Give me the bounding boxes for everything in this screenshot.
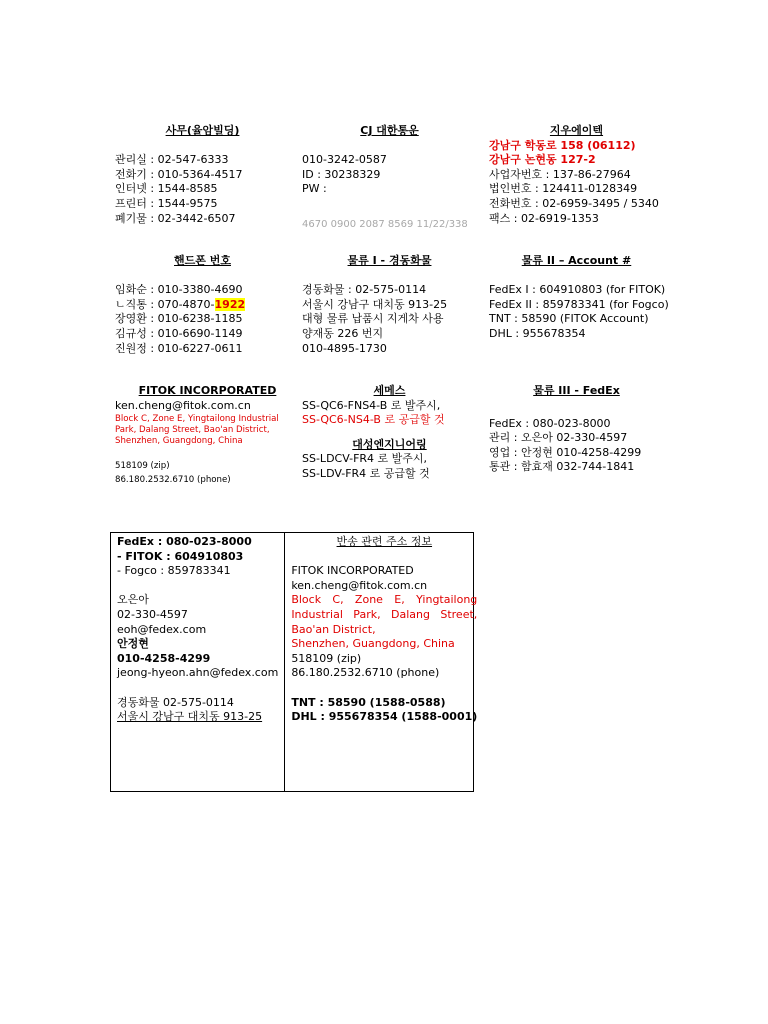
logistics2-line: DHL : 955678354 <box>489 326 586 340</box>
contact-table-right-cell <box>285 533 483 791</box>
box-phone2: 010-4258-4299 <box>117 651 211 665</box>
box-kd: 경동화물 02-575-0114 <box>117 695 234 709</box>
logistics1-section <box>302 254 477 356</box>
cj-line: ID : 30238329 <box>302 167 381 181</box>
logistics2-title: 물류 II – Account # <box>521 254 632 267</box>
office-line: 전화기 : 010-5364-4517 <box>115 167 243 181</box>
logistics2-line: FedEx I : 604910803 (for FITOK) <box>489 283 666 297</box>
contact-table-left-cell <box>111 533 285 791</box>
daesung-line: SS-LDV-FR4 로 공급할 것 <box>302 466 430 480</box>
phone-direct-prefix: ㄴ직통 : 070-4870- <box>115 297 215 311</box>
box-name2: 안정현 <box>117 637 149 651</box>
box-return-address-line: Industrial Park, Dalang Street, <box>291 607 478 621</box>
box-return-company: FITOK INCORPORATED <box>291 564 414 578</box>
jiwoo-title: 지우에이텍 <box>549 124 604 137</box>
logistics2-line: FedEx II : 859783341 (for Fogco) <box>489 297 669 311</box>
cj-title: CJ 대한통운 <box>360 124 419 137</box>
cj-line: PW : <box>302 182 327 196</box>
cj-section <box>302 124 477 232</box>
phone-line: 진원정 : 010-6227-0611 <box>115 341 243 355</box>
jiwoo-address-2: 강남구 논현동 127-2 <box>489 153 596 167</box>
box-fogco: - Fogco : 859783341 <box>117 564 231 578</box>
fitok-section <box>115 384 300 486</box>
logistics1-line: 양재동 226 번지 <box>302 326 384 340</box>
jiwoo-line: 팩스 : 02-6919-1353 <box>489 211 599 225</box>
office-title: 사무(율암빌딩) <box>165 124 240 137</box>
fitok-zip: 518109 (zip) <box>115 461 170 472</box>
logistics3-line: 통관 : 함효재 032-744-1841 <box>489 460 635 474</box>
box-return-email: ken.cheng@fitok.com.cn <box>291 578 428 592</box>
box-email2: jeong-hyeon.ahn@fedex.com <box>117 666 279 680</box>
office-line: 프린터 : 1544-9575 <box>115 196 218 210</box>
box-kd-address: 서울시 강남구 대치동 913-25 <box>117 710 263 724</box>
fitok-title: FITOK INCORPORATED <box>138 384 277 397</box>
box-return-address-line: Shenzhen, Guangdong, China <box>291 637 455 651</box>
box-return-zip: 518109 (zip) <box>291 651 362 665</box>
logistics3-section <box>489 384 664 475</box>
phone-line: 임화순 : 010-3380-4690 <box>115 283 243 297</box>
semes-line: SS-QC6-FNS4-B 로 발주시, <box>302 398 441 412</box>
jiwoo-line: 법인번호 : 124411-0128349 <box>489 182 638 196</box>
daesung-line: SS-LDCV-FR4 로 발주시, <box>302 452 428 466</box>
box-return-title: 반송 관련 주소 정보 <box>336 535 433 548</box>
phone-line: 장영환 : 010-6238-1185 <box>115 312 243 326</box>
contact-table <box>110 532 478 792</box>
logistics3-line: 관리 : 오은아 02-330-4597 <box>489 431 628 445</box>
semes-title: 세메스 <box>373 384 406 397</box>
office-line: 관리실 : 02-547-6333 <box>115 153 229 167</box>
semes-red-line: SS-QC6-NS4-B 로 공급할 것 <box>302 413 445 427</box>
jiwoo-line: 전화번호 : 02-6959-3495 / 5340 <box>489 196 659 210</box>
phone-direct-highlight: 1922 <box>214 297 246 311</box>
logistics1-line: 대형 물류 납품시 지게차 사용 <box>302 312 444 326</box>
fitok-address-line: Park, Dalang Street, Bao'an District, <box>115 425 270 436</box>
box-return-dhl: DHL : 955678354 (1588-0001) <box>291 710 478 724</box>
phones-section <box>115 254 290 356</box>
jiwoo-address-1: 강남구 학동로 158 (06112) <box>489 138 636 152</box>
phones-title: 핸드폰 번호 <box>174 254 231 267</box>
office-section <box>115 124 290 226</box>
logistics1-line: 서울시 강남구 대치동 913-25 <box>302 297 448 311</box>
jiwoo-line: 사업자번호 : 137-86-27964 <box>489 167 631 181</box>
fitok-phone: 86.180.2532.6710 (phone) <box>115 475 231 486</box>
office-line: 인터넷 : 1544-8585 <box>115 182 218 196</box>
phone-line: 김규성 : 010-6690-1149 <box>115 326 243 340</box>
phone-line-direct <box>115 298 290 313</box>
cj-card-number: 4670 0900 2087 8569 11/22/338 <box>302 218 468 230</box>
office-line: 폐기물 : 02-3442-6507 <box>115 211 236 225</box>
jiwoo-section <box>489 124 664 226</box>
logistics1-line: 010-4895-1730 <box>302 341 387 355</box>
box-fitok: - FITOK : 604910803 <box>117 549 244 563</box>
logistics3-line: FedEx : 080-023-8000 <box>489 416 611 430</box>
logistics1-title: 물류 I - 경동화물 <box>347 254 432 267</box>
logistics3-line: 영업 : 안정현 010-4258-4299 <box>489 445 642 459</box>
box-email1: eoh@fedex.com <box>117 622 207 636</box>
logistics2-section <box>489 254 669 342</box>
box-phone1: 02-330-4597 <box>117 607 188 621</box>
logistics1-line: 경동화물 : 02-575-0114 <box>302 283 427 297</box>
semes-section <box>302 384 477 482</box>
box-return-address-line: Bao'an District, <box>291 622 376 636</box>
fitok-address-line: Shenzhen, Guangdong, China <box>115 436 243 447</box>
fitok-address-line: Block C, Zone E, Yingtailong Industrial <box>115 414 279 425</box>
box-return-tnt: TNT : 58590 (1588-0588) <box>291 695 446 709</box>
box-name1: 오은아 <box>117 593 149 607</box>
box-return-address-line: Block C, Zone E, Yingtailong <box>291 593 478 607</box>
daesung-title: 대성엔지니어링 <box>352 437 427 451</box>
logistics3-title: 물류 III - FedEx <box>533 384 620 397</box>
fitok-email: ken.cheng@fitok.com.cn <box>115 398 251 412</box>
box-return-phone: 86.180.2532.6710 (phone) <box>291 666 440 680</box>
cj-line: 010-3242-0587 <box>302 153 387 167</box>
box-fedex: FedEx : 080-023-8000 <box>117 535 252 548</box>
logistics2-line: TNT : 58590 (FITOK Account) <box>489 312 649 326</box>
